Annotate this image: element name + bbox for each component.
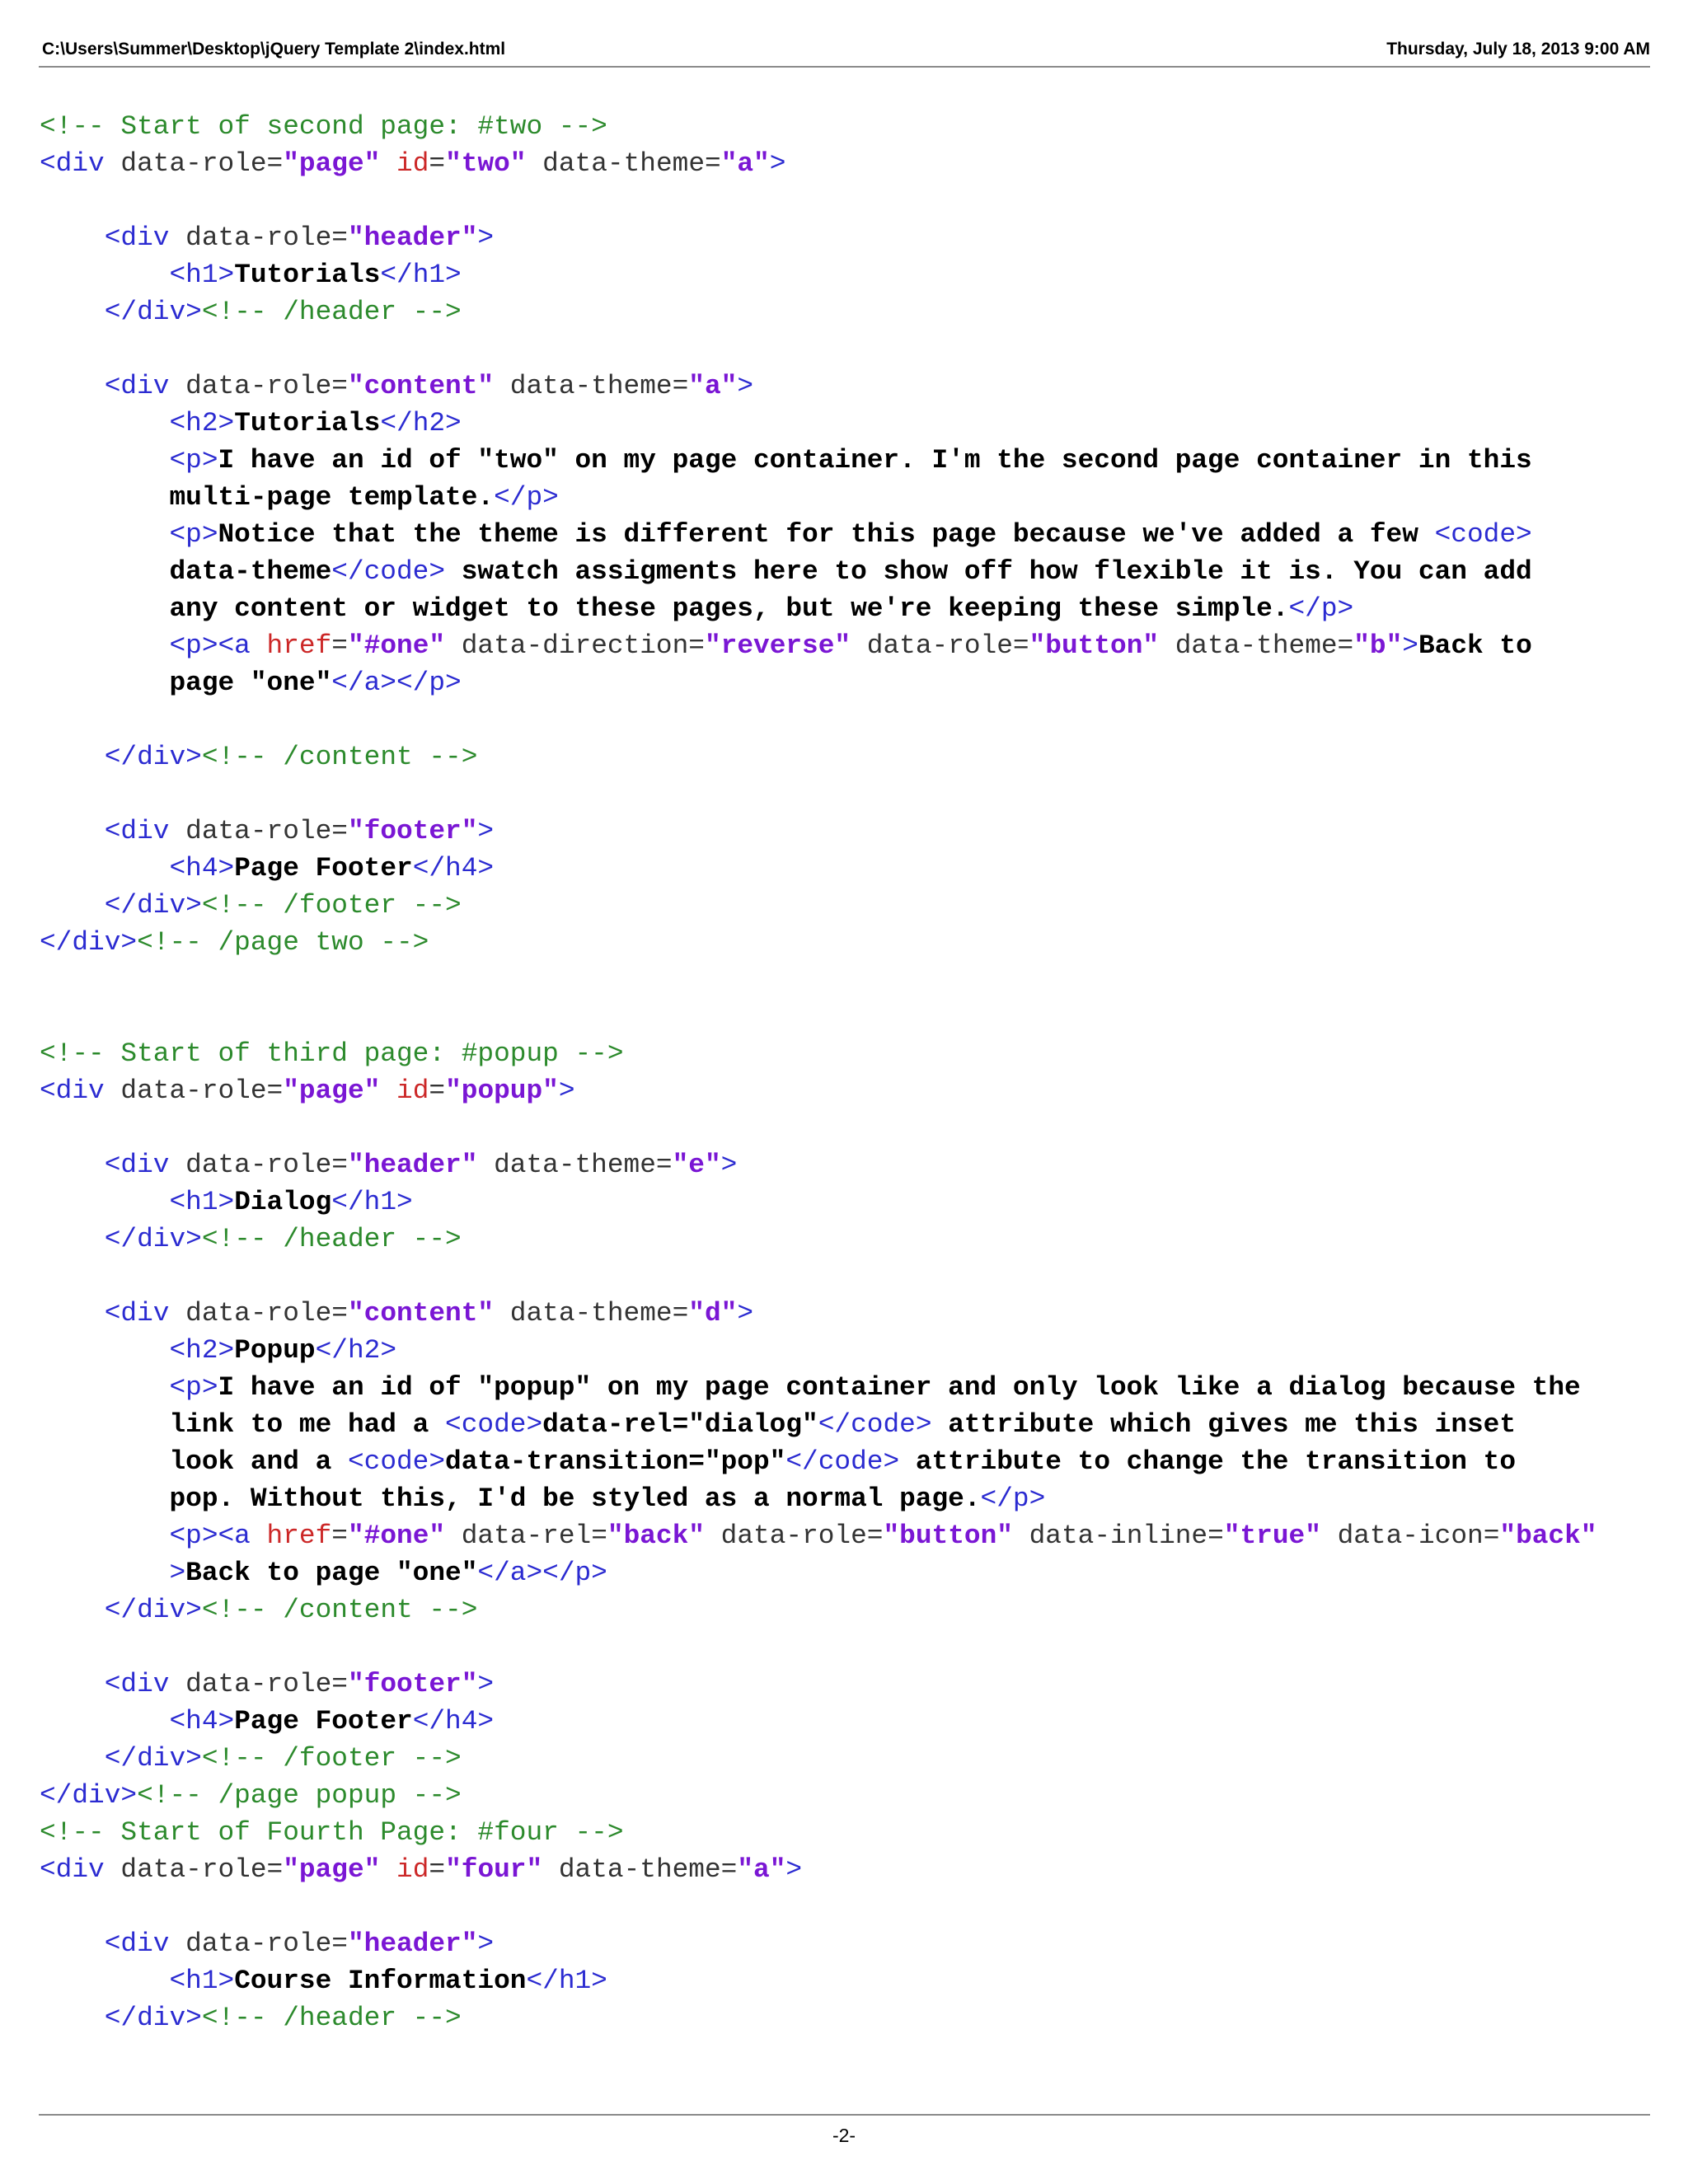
code-attribute: data-direction= <box>445 630 705 661</box>
code-tag: </h2> <box>380 408 462 438</box>
code-tag: > <box>558 1076 575 1106</box>
code-tag: <h1> <box>40 260 235 290</box>
code-tag: </div> <box>40 1780 138 1811</box>
code-attribute: = <box>429 148 446 179</box>
code-line <box>40 1221 1597 1258</box>
code-text: Back to page "one" <box>185 1558 478 1588</box>
code-attribute: data-role= <box>169 1298 348 1329</box>
code-comment: <!-- /page popup --> <box>137 1780 462 1811</box>
code-tag: <div <box>40 1669 170 1699</box>
code-text: Back to <box>1418 630 1532 661</box>
code-attribute: data-role= <box>169 371 348 401</box>
code-line <box>40 405 1597 442</box>
code-line <box>40 1629 1597 1666</box>
code-text: I have an id of "two" on my page container. I'm the second page container in this <box>218 445 1532 476</box>
code-text: data-transition="pop" <box>445 1446 786 1477</box>
code-tag: </div> <box>40 742 202 772</box>
code-line <box>40 1740 1597 1777</box>
code-attribute: data-role= <box>104 1076 284 1106</box>
code-comment: <!-- /content --> <box>201 742 478 772</box>
code-tag: </div> <box>40 1224 202 1254</box>
code-comment: <!-- Start of second page: #two --> <box>40 111 607 142</box>
code-tag: <h4> <box>40 853 235 883</box>
code-string: "footer" <box>347 816 478 846</box>
code-string: "two" <box>445 148 527 179</box>
code-text: Notice that the theme is different for this page because we've added a few <box>218 519 1435 550</box>
code-line <box>40 182 1597 219</box>
code-tag: <h2> <box>40 408 235 438</box>
code-attribute <box>380 1854 396 1885</box>
code-attribute: data-theme= <box>477 1150 673 1180</box>
code-attribute: = <box>331 630 348 661</box>
code-string: "button" <box>1029 630 1160 661</box>
code-line <box>40 442 1597 479</box>
code-line <box>40 516 1597 553</box>
code-line <box>40 1925 1597 1962</box>
code-tag: </h1> <box>331 1187 413 1217</box>
code-line <box>40 1777 1597 1814</box>
code-attribute <box>380 148 396 179</box>
code-line <box>40 1146 1597 1183</box>
code-text: page "one" <box>40 668 332 698</box>
code-line <box>40 924 1597 961</box>
code-comment: <!-- /footer --> <box>201 1743 462 1774</box>
code-tag: <p> <box>40 445 218 476</box>
code-text: Dialog <box>234 1187 332 1217</box>
code-string: "page" <box>283 1076 381 1106</box>
code-line <box>40 256 1597 293</box>
code-tag: <div <box>40 1150 170 1180</box>
code-line <box>40 1517 1597 1554</box>
code-attribute: data-theme= <box>1159 630 1354 661</box>
code-tag: > <box>737 371 754 401</box>
code-string: "a" <box>737 1854 786 1885</box>
code-line <box>40 1369 1597 1406</box>
code-tag: </h4> <box>412 1706 495 1736</box>
code-text: data-theme <box>40 556 332 587</box>
code-string: "footer" <box>347 1669 478 1699</box>
code-line <box>40 1183 1597 1221</box>
code-text: Tutorials <box>234 408 381 438</box>
code-attribute: data-role= <box>851 630 1029 661</box>
code-attribute <box>380 1076 396 1106</box>
code-string: "header" <box>347 1929 478 1959</box>
code-tag: > <box>477 1929 495 1959</box>
code-text: data-rel="dialog" <box>542 1409 818 1440</box>
code-text: I have an id of "popup" on my page container and only look like a dialog because the <box>218 1372 1581 1403</box>
code-line <box>40 145 1597 182</box>
code-line <box>40 108 1597 145</box>
code-tag: </p> <box>980 1483 1046 1514</box>
code-text: Popup <box>234 1335 316 1366</box>
code-string: "#one" <box>347 630 446 661</box>
code-tag: > <box>737 1298 754 1329</box>
code-line <box>40 479 1597 516</box>
code-string: "header" <box>347 223 478 253</box>
code-line <box>40 1999 1597 2036</box>
code-string: "page" <box>283 148 381 179</box>
code-attribute: data-role= <box>169 223 348 253</box>
code-tag: <h1> <box>40 1966 235 1996</box>
code-tag: <p><a <box>40 1521 251 1551</box>
code-tag: <p> <box>40 1372 218 1403</box>
code-line <box>40 1703 1597 1740</box>
code-attribute: data-role= <box>169 1929 348 1959</box>
code-attribute: data-role= <box>704 1521 884 1551</box>
code-line <box>40 330 1597 368</box>
code-line <box>40 1888 1597 1925</box>
code-text: swatch assigments here to show off how flexible it is. You can add <box>445 556 1532 587</box>
code-string: "e" <box>672 1150 721 1180</box>
code-line <box>40 627 1597 664</box>
code-line <box>40 293 1597 330</box>
code-text: attribute to change the transition to <box>899 1446 1517 1477</box>
code-string: "content" <box>347 371 495 401</box>
code-attribute <box>251 630 267 661</box>
code-tag: </a></p> <box>477 1558 607 1588</box>
code-tag: > <box>1402 630 1418 661</box>
code-attribute: data-theme= <box>542 1854 738 1885</box>
code-line <box>40 1666 1597 1703</box>
code-line <box>40 738 1597 776</box>
code-text: link to me had a <box>40 1409 446 1440</box>
code-line <box>40 1258 1597 1295</box>
code-string: "d" <box>688 1298 738 1329</box>
code-text: attribute which gives me this inset <box>931 1409 1517 1440</box>
code-tag: <div <box>40 1854 105 1885</box>
code-text: look and a <box>40 1446 348 1477</box>
code-id-attribute: href <box>266 1521 332 1551</box>
code-string: "back" <box>1499 1521 1597 1551</box>
code-listing <box>40 108 1597 2036</box>
code-line <box>40 368 1597 405</box>
code-attribute: data-role= <box>104 148 284 179</box>
code-line <box>40 664 1597 701</box>
code-line <box>40 553 1597 590</box>
code-string: "header" <box>347 1150 478 1180</box>
code-tag: <div <box>40 1076 105 1106</box>
code-string: "page" <box>283 1854 381 1885</box>
code-tag: </h1> <box>380 260 462 290</box>
code-line <box>40 219 1597 256</box>
code-tag: </p> <box>1288 593 1354 624</box>
code-tag: > <box>477 223 495 253</box>
code-tag: <h4> <box>40 1706 235 1736</box>
code-comment: <!-- /header --> <box>201 1224 462 1254</box>
code-line <box>40 813 1597 850</box>
code-string: "button" <box>883 1521 1013 1551</box>
code-line <box>40 1406 1597 1443</box>
code-line <box>40 590 1597 627</box>
code-line <box>40 1072 1597 1109</box>
code-string: "content" <box>347 1298 495 1329</box>
code-line <box>40 1332 1597 1369</box>
code-tag: </code> <box>818 1409 932 1440</box>
code-id-attribute: id <box>396 1076 429 1106</box>
code-comment: <!-- Start of Fourth Page: #four --> <box>40 1817 624 1848</box>
code-tag: <div <box>40 148 105 179</box>
code-comment: <!-- Start of third page: #popup --> <box>40 1038 624 1069</box>
code-tag: <h2> <box>40 1335 235 1366</box>
code-attribute: data-icon= <box>1320 1521 1500 1551</box>
code-line <box>40 1814 1597 1851</box>
code-text: Course Information <box>234 1966 527 1996</box>
code-tag: <h1> <box>40 1187 235 1217</box>
code-text: Page Footer <box>234 1706 413 1736</box>
code-text: any content or widget to these pages, but we're keeping these simple. <box>40 593 1289 624</box>
code-line <box>40 1851 1597 1888</box>
code-line <box>40 961 1597 998</box>
code-tag: <p> <box>40 519 218 550</box>
code-line <box>40 1109 1597 1146</box>
code-line <box>40 1035 1597 1072</box>
code-string: "four" <box>445 1854 543 1885</box>
code-string: "#one" <box>347 1521 446 1551</box>
code-tag: </code> <box>785 1446 900 1477</box>
code-tag: <p><a <box>40 630 251 661</box>
code-comment: <!-- /header --> <box>201 297 462 327</box>
code-attribute: = <box>429 1076 446 1106</box>
code-attribute: data-inline= <box>1012 1521 1224 1551</box>
code-string: "popup" <box>445 1076 559 1106</box>
code-string: "b" <box>1353 630 1403 661</box>
code-tag: > <box>720 1150 738 1180</box>
code-tag: <div <box>40 1929 170 1959</box>
code-string: "back" <box>607 1521 705 1551</box>
code-line <box>40 1443 1597 1480</box>
code-string: "a" <box>688 371 738 401</box>
code-tag: </p> <box>494 482 559 513</box>
code-line <box>40 1962 1597 1999</box>
code-attribute: data-theme= <box>526 148 721 179</box>
code-tag: > <box>40 1558 186 1588</box>
code-tag: </div> <box>40 1743 202 1774</box>
code-tag: </div> <box>40 1595 202 1625</box>
code-attribute: data-role= <box>104 1854 284 1885</box>
code-comment: <!-- /page two --> <box>137 927 429 958</box>
code-tag: </h2> <box>315 1335 397 1366</box>
code-tag: <div <box>40 371 170 401</box>
code-text: Tutorials <box>234 260 381 290</box>
code-tag: <div <box>40 816 170 846</box>
code-tag: <code> <box>347 1446 446 1477</box>
code-tag: </div> <box>40 927 138 958</box>
code-comment: <!-- /content --> <box>201 1595 478 1625</box>
code-tag: > <box>769 148 786 179</box>
code-line <box>40 998 1597 1035</box>
code-line <box>40 776 1597 813</box>
file-path: C:\Users\Summer\Desktop\jQuery Template 2\index.html <box>42 40 506 59</box>
code-line <box>40 1480 1597 1517</box>
code-comment: <!-- /footer --> <box>201 890 462 921</box>
code-tag: > <box>785 1854 803 1885</box>
print-header <box>39 35 1650 64</box>
code-tag: <div <box>40 1298 170 1329</box>
code-attribute: data-rel= <box>445 1521 607 1551</box>
code-text: multi-page template. <box>40 482 495 513</box>
code-tag: </h1> <box>526 1966 607 1996</box>
code-line <box>40 1295 1597 1332</box>
code-attribute: = <box>331 1521 348 1551</box>
code-string: "reverse" <box>704 630 851 661</box>
code-line <box>40 850 1597 887</box>
code-tag: </div> <box>40 297 202 327</box>
code-tag: <div <box>40 223 170 253</box>
code-attribute: data-role= <box>169 1150 348 1180</box>
code-comment: <!-- /header --> <box>201 2003 462 2033</box>
code-tag: </a></p> <box>331 668 462 698</box>
code-id-attribute: href <box>266 630 332 661</box>
code-tag: </div> <box>40 890 202 921</box>
code-tag: <code> <box>445 1409 543 1440</box>
code-attribute: data-theme= <box>494 1298 689 1329</box>
code-line <box>40 887 1597 924</box>
code-id-attribute: id <box>396 148 429 179</box>
code-string: "a" <box>720 148 770 179</box>
page-number: -2- <box>832 2125 856 2146</box>
header-divider <box>39 66 1650 68</box>
code-tag: </code> <box>331 556 446 587</box>
code-text: pop. Without this, I'd be styled as a normal page. <box>40 1483 981 1514</box>
code-attribute: = <box>429 1854 446 1885</box>
code-attribute <box>251 1521 267 1551</box>
code-line <box>40 1554 1597 1591</box>
code-tag: > <box>477 816 495 846</box>
code-attribute: data-role= <box>169 1669 348 1699</box>
code-attribute: data-theme= <box>494 371 689 401</box>
code-tag: </h4> <box>412 853 495 883</box>
code-line <box>40 1591 1597 1629</box>
code-tag: </div> <box>40 2003 202 2033</box>
code-text: Page Footer <box>234 853 413 883</box>
footer-divider <box>39 2114 1650 2116</box>
code-line <box>40 701 1597 738</box>
code-tag: <code> <box>1434 519 1532 550</box>
code-attribute: data-role= <box>169 816 348 846</box>
code-tag: > <box>477 1669 495 1699</box>
code-string: "true" <box>1223 1521 1321 1551</box>
code-id-attribute: id <box>396 1854 429 1885</box>
print-datetime: Thursday, July 18, 2013 9:00 AM <box>1386 40 1650 59</box>
